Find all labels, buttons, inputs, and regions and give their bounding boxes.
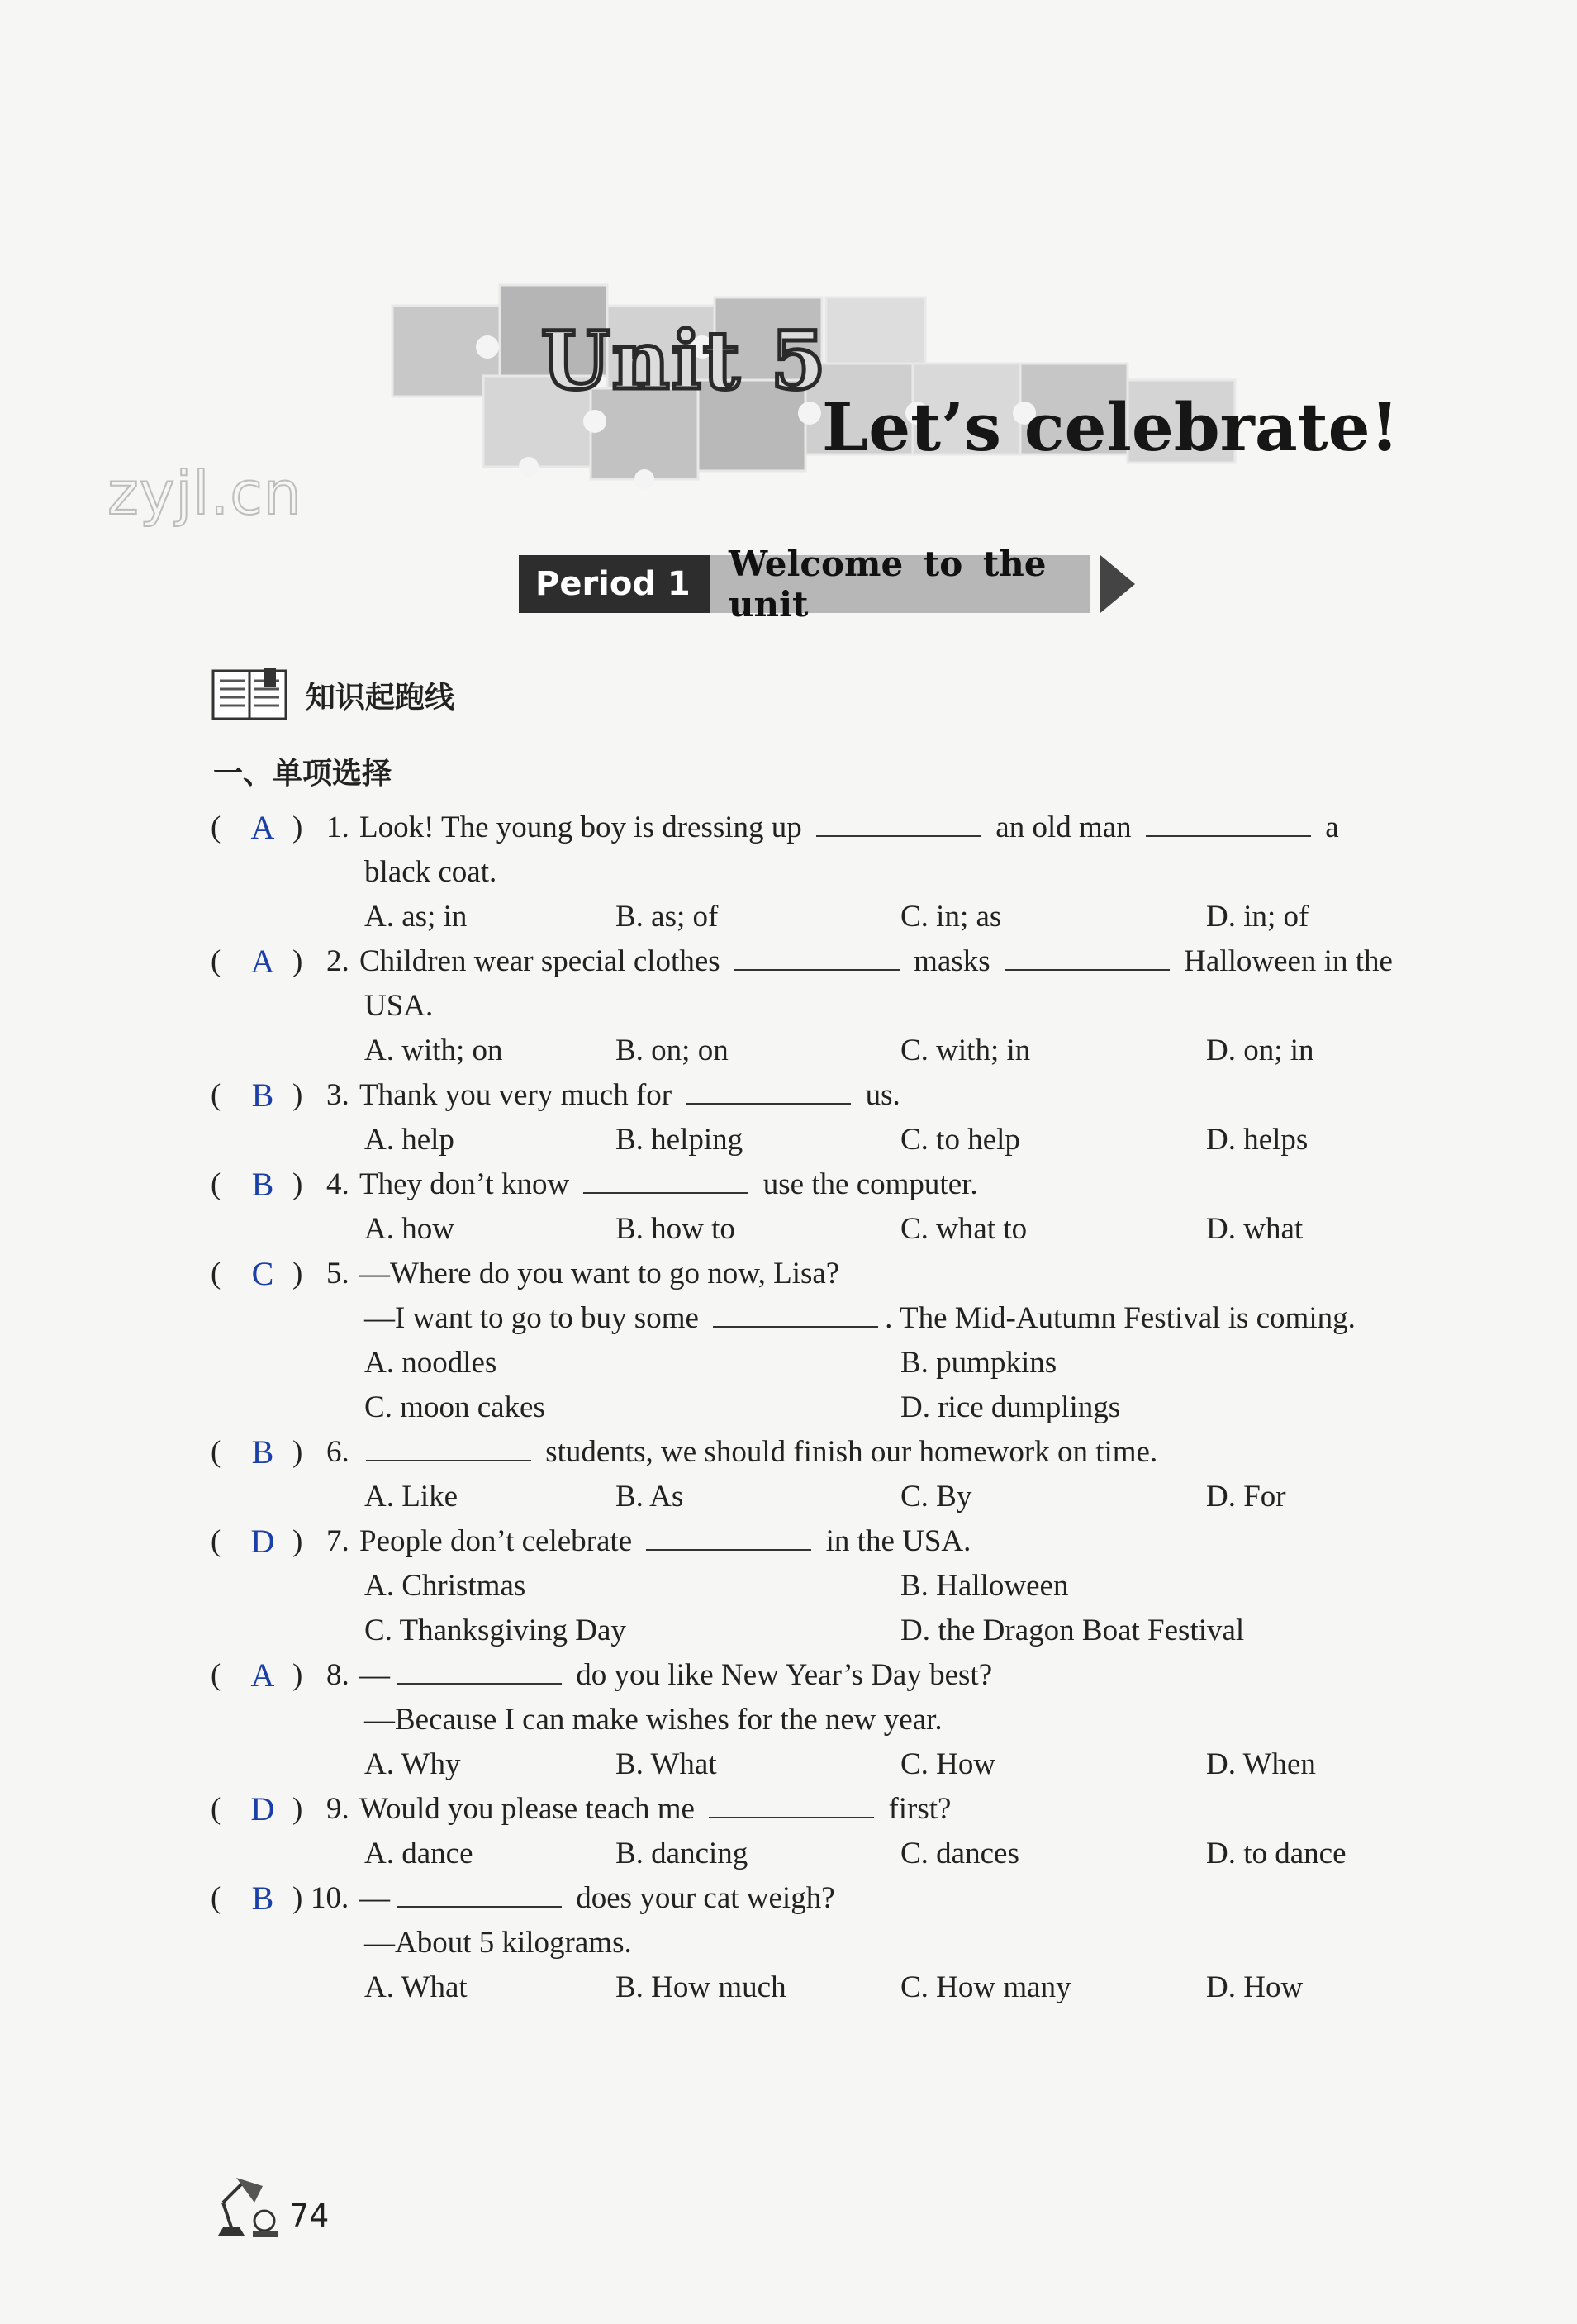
- question-line: [211, 939, 1466, 984]
- answer-blank: [646, 1524, 811, 1551]
- question-continuation: USA.: [364, 989, 434, 1023]
- question-text: Thank you very much for: [359, 1078, 680, 1112]
- option: C. what to: [900, 1212, 1028, 1246]
- section-heading: [211, 668, 454, 722]
- right-paren: ): [292, 1167, 303, 1201]
- section-label: 知识起跑线: [306, 680, 455, 715]
- question-item: [211, 1252, 1466, 1430]
- continuation-text: —I want to go to buy some: [364, 1301, 707, 1335]
- option: B. helping: [615, 1123, 743, 1157]
- right-paren: ): [292, 1881, 303, 1915]
- options-row: [211, 1118, 1466, 1162]
- option: B. Halloween: [900, 1569, 1069, 1603]
- option: D. How: [1206, 1970, 1304, 2004]
- option: C. moon cakes: [364, 1390, 545, 1424]
- options-row: [211, 1742, 1466, 1787]
- question-number: 8.: [326, 1658, 349, 1692]
- page-footer: [211, 2173, 329, 2239]
- left-paren: (: [211, 810, 221, 844]
- question-continuation: black coat.: [364, 855, 497, 889]
- period-title: Welcome to the unit: [710, 555, 1090, 613]
- question-number: 1.: [326, 810, 349, 844]
- question-item: [211, 1787, 1466, 1876]
- option: C. How: [900, 1747, 996, 1781]
- question-text: a: [1317, 810, 1339, 844]
- right-paren: ): [292, 1792, 303, 1826]
- option: B. What: [615, 1747, 717, 1781]
- options-row: [211, 1832, 1466, 1876]
- option: A. noodles: [364, 1346, 497, 1380]
- option: D. to dance: [1206, 1837, 1347, 1870]
- question-line: [211, 1787, 1466, 1832]
- left-paren: (: [211, 1078, 221, 1112]
- answer-letter: A: [250, 1656, 275, 1694]
- option: C. dances: [900, 1837, 1019, 1870]
- question-text: first?: [881, 1792, 952, 1826]
- question-text: People don’t celebrate: [359, 1524, 640, 1558]
- answer-blank: [686, 1078, 851, 1105]
- question-text: —: [359, 1881, 390, 1915]
- question-text: masks: [905, 944, 998, 978]
- question-item: [211, 806, 1466, 939]
- answer-blank: [397, 1881, 562, 1908]
- answer-blank: [709, 1792, 874, 1818]
- question-number: 3.: [326, 1078, 349, 1112]
- answer-letter: D: [250, 1790, 275, 1827]
- answer-letter: A: [250, 809, 275, 846]
- question-text: does your cat weigh?: [568, 1881, 835, 1915]
- question-number: 7.: [326, 1524, 349, 1558]
- left-paren: (: [211, 1792, 221, 1826]
- option: A. Like: [364, 1480, 458, 1514]
- option: A. Christmas: [364, 1569, 526, 1603]
- option: C. in; as: [900, 900, 1002, 934]
- option: B. on; on: [615, 1034, 729, 1067]
- question-text: students, we should finish our homework on time.: [538, 1435, 1158, 1469]
- left-paren: (: [211, 1881, 221, 1915]
- question-line: [211, 1073, 1466, 1118]
- answer-blank: [713, 1301, 878, 1328]
- arrow-right-icon: [1100, 555, 1135, 613]
- left-paren: (: [211, 1257, 221, 1290]
- right-paren: ): [292, 1524, 303, 1558]
- option: D. in; of: [1206, 900, 1309, 934]
- question-item: [211, 1519, 1466, 1653]
- question-line: [211, 1252, 1466, 1296]
- continuation-text: . The Mid-Autumn Festival is coming.: [885, 1301, 1356, 1335]
- answer-letter: B: [251, 1433, 274, 1471]
- option: C. How many: [900, 1970, 1071, 2004]
- question-text: an old man: [988, 810, 1139, 844]
- question-number: 4.: [326, 1167, 349, 1201]
- lamp-icon: [211, 2173, 281, 2239]
- option: C. By: [900, 1480, 972, 1514]
- question-text: —: [359, 1658, 390, 1692]
- question-number: 2.: [326, 944, 349, 978]
- right-paren: ): [292, 1078, 303, 1112]
- answer-blank: [397, 1658, 562, 1685]
- option: D. the Dragon Boat Festival: [900, 1613, 1245, 1647]
- question-line: [211, 1430, 1466, 1475]
- question-text: us.: [857, 1078, 900, 1112]
- question-text: do you like New Year’s Day best?: [568, 1658, 993, 1692]
- option: D. helps: [1206, 1123, 1309, 1157]
- option: A. with; on: [364, 1034, 503, 1067]
- option: C. to help: [900, 1123, 1020, 1157]
- options-row: [211, 1207, 1466, 1252]
- question-text: Children wear special clothes: [359, 944, 728, 978]
- right-paren: ): [292, 944, 303, 978]
- question-item: [211, 1162, 1466, 1252]
- options-row: [211, 1341, 1466, 1385]
- option: A. What: [364, 1970, 468, 2004]
- options-row: [211, 1564, 1466, 1609]
- book-icon: [211, 668, 287, 722]
- part-title: 一、单项选择: [213, 757, 392, 791]
- option: B. How much: [615, 1970, 786, 2004]
- question-continuation: [211, 1296, 1466, 1341]
- question-text: in the USA.: [818, 1524, 971, 1558]
- option: B. As: [615, 1480, 684, 1514]
- unit-title: Unit 5: [541, 314, 828, 407]
- question-number: 5.: [326, 1257, 349, 1290]
- question-text: They don’t know: [359, 1167, 577, 1201]
- left-paren: (: [211, 1167, 221, 1201]
- period-label: Period 1: [519, 555, 710, 613]
- left-paren: (: [211, 1435, 221, 1469]
- right-paren: ): [292, 810, 303, 844]
- question-text: Halloween in the: [1176, 944, 1393, 978]
- question-text: Would you please teach me: [359, 1792, 703, 1826]
- option: C. Thanksgiving Day: [364, 1613, 626, 1647]
- answer-letter: C: [251, 1255, 274, 1292]
- option: D. on; in: [1206, 1034, 1314, 1067]
- question-continuation: —About 5 kilograms.: [364, 1926, 632, 1960]
- question-text: —Where do you want to go now, Lisa?: [359, 1257, 840, 1290]
- question-number: 10.: [311, 1881, 349, 1915]
- option: A. help: [364, 1123, 454, 1157]
- option: A. as; in: [364, 900, 468, 934]
- question-number: 6.: [326, 1435, 349, 1469]
- option: C. with; in: [900, 1034, 1031, 1067]
- option: A. Why: [364, 1747, 461, 1781]
- options-row: [211, 1965, 1466, 2010]
- question-line: [211, 1162, 1466, 1207]
- answer-blank: [1005, 944, 1170, 971]
- question-text: use the computer.: [755, 1167, 978, 1201]
- question-line: [211, 1653, 1466, 1698]
- answer-letter: B: [251, 1076, 274, 1114]
- unit-header: [0, 0, 1577, 529]
- answer-letter: B: [251, 1166, 274, 1203]
- options-row: [211, 1029, 1466, 1073]
- page-number: 74: [289, 2198, 330, 2234]
- question-line: [211, 1876, 1466, 1921]
- option: B. dancing: [615, 1837, 748, 1870]
- question-item: [211, 1653, 1466, 1787]
- question-line: [211, 806, 1466, 850]
- options-row: [211, 1385, 1466, 1430]
- answer-blank: [734, 944, 900, 971]
- option: A. dance: [364, 1837, 473, 1870]
- left-paren: (: [211, 1658, 221, 1692]
- options-row: [211, 1475, 1466, 1519]
- answer-blank: [583, 1167, 748, 1194]
- question-list: [211, 806, 1466, 2010]
- answer-blank: [1146, 810, 1311, 837]
- watermark: zyjl.cn: [107, 459, 302, 528]
- answer-letter: B: [251, 1880, 274, 1917]
- options-row: [211, 895, 1466, 939]
- left-paren: (: [211, 944, 221, 978]
- answer-letter: A: [250, 943, 275, 980]
- question-item: [211, 939, 1466, 1073]
- left-paren: (: [211, 1524, 221, 1558]
- option: B. pumpkins: [900, 1346, 1057, 1380]
- right-paren: ): [292, 1435, 303, 1469]
- question-line: [211, 1519, 1466, 1564]
- option: D. what: [1206, 1212, 1304, 1246]
- question-text: Look! The young boy is dressing up: [359, 810, 810, 844]
- option: B. how to: [615, 1212, 735, 1246]
- question-continuation: —Because I can make wishes for the new year.: [364, 1703, 943, 1737]
- right-paren: ): [292, 1658, 303, 1692]
- period-banner: [519, 544, 1135, 625]
- answer-blank: [816, 810, 981, 837]
- option: D. rice dumplings: [900, 1390, 1121, 1424]
- option: B. as; of: [615, 900, 719, 934]
- question-item: [211, 1073, 1466, 1162]
- answer-blank: [366, 1435, 531, 1461]
- option: A. how: [364, 1212, 454, 1246]
- right-paren: ): [292, 1257, 303, 1290]
- question-item: [211, 1430, 1466, 1519]
- option: D. For: [1206, 1480, 1286, 1514]
- option: D. When: [1206, 1747, 1316, 1781]
- options-row: [211, 1609, 1466, 1653]
- answer-letter: D: [250, 1523, 275, 1560]
- question-item: [211, 1876, 1466, 2010]
- unit-subtitle: Let’s celebrate!: [822, 388, 1399, 466]
- question-number: 9.: [326, 1792, 349, 1826]
